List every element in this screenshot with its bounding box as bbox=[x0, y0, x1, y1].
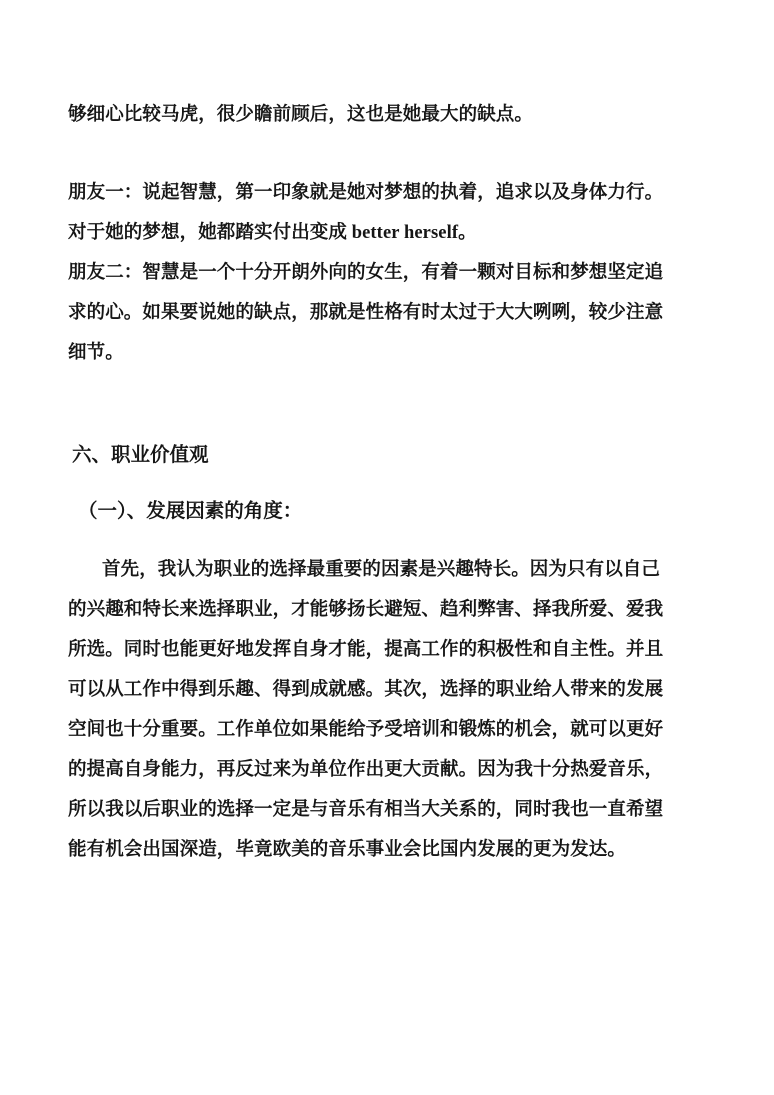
text-line: 首先，我认为职业的选择最重要的因素是兴趣特长。因为只有以自己 bbox=[102, 560, 661, 580]
text-line: 细节。 bbox=[68, 343, 124, 363]
paragraph-career-choice bbox=[68, 550, 708, 870]
text-line: 所选。同时也能更好地发挥自身才能，提高工作的积极性和自主性。并且 bbox=[68, 640, 664, 660]
text-line: 够细心比较马虎，很少瞻前顾后，这也是她最大的缺点。 bbox=[68, 105, 534, 125]
text-line: 对于她的梦想，她都踏实付出变成 better herself。 bbox=[68, 223, 477, 243]
text-line: 能有机会出国深造，毕竟欧美的音乐事业会比国内发展的更为发达。 bbox=[68, 840, 627, 860]
subsection-heading-development-factors: （一）、发展因素的角度： bbox=[78, 501, 303, 522]
text-line: 求的心。如果要说她的缺点，那就是性格有时太过于大大咧咧，较少注意 bbox=[68, 303, 664, 323]
paragraph-weakness-continuation bbox=[68, 95, 708, 135]
text-line: 空间也十分重要。工作单位如果能给予受培训和锻炼的机会，就可以更好 bbox=[68, 720, 664, 740]
paragraph-friend-one bbox=[68, 173, 708, 253]
paragraph-friend-two bbox=[68, 253, 708, 373]
text-line: 可以从工作中得到乐趣、得到成就感。其次，选择的职业给人带来的发展 bbox=[68, 680, 664, 700]
text-line: 的提高自身能力，再反过来为单位作出更大贡献。因为我十分热爱音乐， bbox=[68, 760, 664, 780]
text-line: 朋友一：说起智慧，第一印象就是她对梦想的执着，追求以及身体力行。 bbox=[68, 183, 664, 203]
text-line: 朋友二：智慧是一个十分开朗外向的女生，有着一颗对目标和梦想坚定追 bbox=[68, 263, 664, 283]
document-body bbox=[68, 95, 708, 870]
text-line: 的兴趣和特长来选择职业，才能够扬长避短、趋利弊害、择我所爱、爱我 bbox=[68, 600, 664, 620]
section-heading-career-values: 六、职业价值观 bbox=[72, 445, 209, 466]
text-line: 所以我以后职业的选择一定是与音乐有相当大关系的，同时我也一直希望 bbox=[68, 800, 664, 820]
